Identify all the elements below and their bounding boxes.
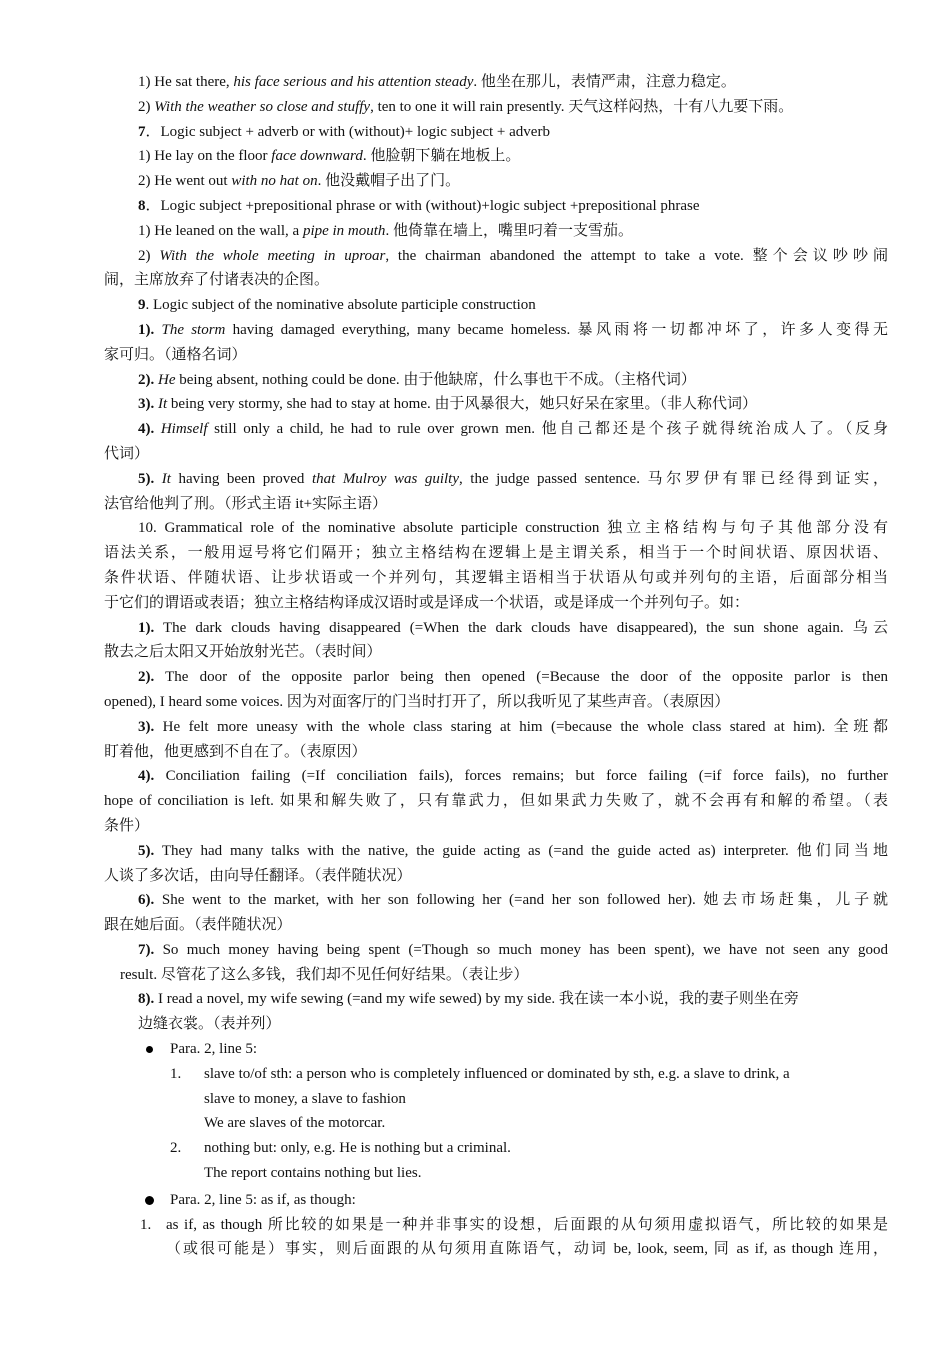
text-line	[104, 591, 888, 616]
text-line	[104, 467, 888, 492]
italic-text: With the whole meeting in uproar	[159, 247, 386, 264]
italic-text: face downward	[271, 148, 363, 165]
list-number: 2.	[170, 1140, 182, 1157]
text-run: still only a child, he had to rule over grown men. 他自己都还是个孩子就得统治成人了。（反身	[207, 421, 888, 438]
text-run: . 他脸朝下躺在地板上。	[362, 148, 521, 165]
text-run: He felt more uneasy with the whole class staring at him (=because the whole class stared at him). 全班都	[154, 718, 888, 735]
list-item	[104, 1213, 888, 1238]
text-run	[154, 471, 162, 487]
text-line	[104, 392, 888, 417]
text-line	[104, 343, 888, 368]
list-text: as if, as though 所比较的如果是一种并非事实的设想，后面跟的从句须用虚拟语气，所比较的如果是	[166, 1216, 888, 1233]
text-line	[104, 219, 888, 244]
text-line	[104, 864, 888, 889]
text-run: They had many talks with the native, the guide acting as (=and the guide acted as) interpreter. 他们同当地	[154, 842, 888, 859]
text-line	[104, 814, 888, 839]
list-item-continuation: slave to money, a slave to fashion	[204, 1090, 406, 1107]
text-run: 代词）	[104, 445, 150, 462]
bold-number: 9	[138, 297, 146, 314]
document-page	[104, 70, 888, 1262]
bold-number: 2).	[138, 371, 155, 388]
text-run: 语法关系，一般用逗号将它们隔开；独立主格结构在逻辑上是主谓关系，相当于一个时间状语、原因状语、	[104, 545, 888, 562]
text-line	[104, 244, 888, 269]
bold-number: 8).	[138, 991, 155, 1008]
text-line	[104, 938, 888, 963]
text-run: I read a novel, my wife sewing (=and my wife sewed) by my side. 我在读一本小说，我的妻子则坐在旁	[154, 991, 799, 1008]
italic-text: With the weather so close and stuffy	[154, 98, 371, 115]
text-line	[104, 95, 888, 120]
bold-number: 5).	[138, 470, 155, 487]
bold-number: 1).	[138, 321, 155, 338]
text-run: 10. Grammatical role of the nominative absolute participle construction 独立主格结构与句子其他部分没有	[138, 520, 888, 537]
bold-number: 3).	[138, 396, 155, 413]
bold-number: 3).	[138, 718, 155, 735]
bold-number: 6).	[138, 892, 155, 909]
list-item-example: We are slaves of the motorcar.	[204, 1115, 386, 1132]
text-line	[104, 913, 888, 938]
text-run: 法官给他判了刑。（形式主语 it+实际主语）	[104, 495, 388, 512]
text-run: 盯着他，他更感到不自在了。（表原因）	[104, 743, 367, 760]
text-run: So much money having being spent (=Though so much money has been spent), we have not seen any good	[154, 941, 888, 958]
italic-text: It	[158, 396, 168, 413]
text-line	[104, 987, 888, 1012]
text-line	[104, 194, 888, 219]
italic-text: He	[158, 371, 176, 388]
list-text: nothing but: only, e.g. He is nothing but a criminal.	[204, 1140, 511, 1157]
list-item-continuation: （或很可能是）事实，则后面跟的从句须用直陈语气，动词 be, look, seem, 同 as if, as though 连用，	[166, 1241, 888, 1258]
text-run: 条件）	[104, 817, 150, 834]
text-run: 边缝衣裳。（表并列）	[138, 1016, 281, 1033]
text-run: 1) He leaned on the wall, a	[138, 222, 303, 239]
text-run: 2) He went out	[138, 173, 232, 190]
bold-number: 5).	[138, 842, 155, 859]
text-line	[104, 640, 888, 665]
text-line	[104, 293, 888, 318]
text-run: 1)	[138, 74, 155, 90]
bold-number: 4).	[138, 421, 155, 438]
bold-number: 2).	[138, 669, 155, 686]
text-run: 条件状语、伴随状语、让步状语或一个并列句，其逻辑主语相当于状语从句或并列句的主语，后面部分相当	[104, 569, 888, 586]
text-run: being very stormy, she had to stay at home. 由于风暴很大，她只好呆在家里。（非人称代词）	[167, 396, 757, 413]
bullet-item-1	[104, 1037, 888, 1062]
text-run: . 他坐在那儿，表情严肃，注意力稳定。	[473, 74, 736, 90]
text-line	[104, 318, 888, 343]
text-line	[104, 70, 888, 95]
bold-number: 7	[138, 123, 146, 140]
text-run: 2)	[138, 247, 160, 264]
grammar-notes	[104, 70, 888, 1037]
text-line	[104, 516, 888, 541]
text-line	[104, 888, 888, 913]
text-run: 于它们的谓语或表语；独立主格结构译成汉语时或是译成一个状语，或是译成一个并列句子。如：	[104, 594, 750, 611]
bullet-text: Para. 2, line 5:	[170, 1041, 258, 1058]
text-run: 闹，主席放弃了付诸表决的企图。	[104, 272, 330, 289]
list-number: 1.	[140, 1216, 152, 1233]
para-list	[104, 1062, 888, 1186]
text-run: The dark clouds having disappeared (=When the dark clouds have disappeared), the sun shone again. 乌云	[154, 619, 888, 636]
list-item-example: The report contains nothing but lies.	[204, 1165, 422, 1182]
list-item	[104, 1062, 888, 1087]
text-run: result. 尽管花了这么多钱，我们却不见任何好结果。（表让步）	[120, 966, 529, 983]
text-run: Conciliation failing (=If conciliation fails), forces remains; but force failing (=if force fails), no further	[154, 768, 888, 785]
text-run: The door of the opposite parlor being then opened (=Because the door of the opposite parlor is then	[154, 669, 888, 686]
italic-text: that Mulroy was guilty	[311, 470, 460, 487]
text-line	[104, 417, 888, 442]
italic-text: with no hat on	[231, 173, 318, 190]
bullet-text: Para. 2, line 5: as if, as though:	[170, 1191, 356, 1208]
text-run: , the chairman abandoned the attempt to take a vote. 整个会议吵吵闹	[385, 247, 888, 264]
text-run: ．Logic subject + adverb or with (without)+ logic subject + adverb	[145, 123, 550, 140]
text-run: 跟在她后面。（表伴随状况）	[104, 917, 292, 934]
text-run: She went to the market, with her son following her (=and her son followed her). 她去市场赶集，儿子就	[154, 892, 888, 909]
italic-text: pipe in mouth	[302, 222, 386, 239]
text-line	[104, 616, 888, 641]
text-line	[104, 715, 888, 740]
text-run: 1) He lay on the floor	[138, 148, 272, 165]
text-line	[104, 541, 888, 566]
text-run: , ten to one it will rain presently. 天气这样闷热，十有八九要下雨。	[370, 98, 794, 115]
bold-number: 1).	[138, 619, 155, 636]
text-line	[104, 789, 888, 814]
text-run: He sat there,	[154, 74, 234, 90]
text-line	[104, 566, 888, 591]
italic-text: Himself	[160, 421, 208, 438]
list-text: slave to/of sth: a person who is completely influenced or dominated by sth, e.g. a slave to drink, a	[204, 1065, 790, 1082]
text-line	[104, 690, 888, 715]
text-run: opened), I heard some voices. 因为对面客厅的门当时打开了，所以我听见了某些声音。（表原因）	[104, 693, 730, 710]
text-line	[104, 764, 888, 789]
text-run: . 他倚靠在墙上，嘴里叼着一支雪茄。	[385, 222, 633, 239]
italic-text: It	[161, 470, 171, 487]
text-run: hope of conciliation is left. 如果和解失败了，只有靠武力，但如果武力失败了，就不会再有和解的希望。（表	[104, 793, 888, 810]
text-line	[104, 665, 888, 690]
text-run: having damaged everything, many became homeless. 暴风雨将一切都冲坏了，许多人变得无	[225, 321, 888, 338]
text-run: 家可归。（通格名词）	[104, 346, 247, 363]
text-line	[104, 740, 888, 765]
text-run: having been proved	[170, 470, 312, 487]
text-line	[104, 442, 888, 467]
text-run: . 他没戴帽子出了门。	[317, 173, 461, 190]
bullet-dot-icon	[146, 1046, 153, 1053]
bold-number: 4).	[138, 768, 155, 785]
text-line	[104, 144, 888, 169]
text-line	[104, 839, 888, 864]
text-run	[154, 421, 161, 437]
text-line	[104, 120, 888, 145]
text-run: being absent, nothing could be done. 由于他缺席，什么事也干不成。（主格代词）	[175, 371, 696, 388]
italic-text: his face serious and his attention steady	[233, 74, 474, 90]
text-line	[104, 1012, 888, 1037]
italic-text: The storm	[161, 321, 226, 338]
text-run: , the judge passed sentence. 马尔罗伊有罪已经得到证实，	[459, 470, 888, 487]
text-line	[104, 963, 888, 988]
text-line	[104, 492, 888, 517]
text-run: 2)	[138, 98, 155, 115]
text-run: 人谈了多次话，由向导任翻译。（表伴随状况）	[104, 867, 412, 884]
text-run: 散去之后太阳又开始放射光芒。（表时间）	[104, 644, 382, 661]
text-line	[104, 368, 888, 393]
list-number: 1.	[170, 1065, 182, 1082]
bullet-item-2	[104, 1188, 888, 1213]
text-line	[104, 169, 888, 194]
text-run: ．Logic subject +prepositional phrase or with (without)+logic subject +prepositional phrase	[145, 197, 700, 214]
bullet-dot-icon	[145, 1196, 154, 1205]
bold-number: 7).	[138, 941, 155, 958]
text-run: . Logic subject of the nominative absolute participle construction	[145, 297, 536, 314]
list-item	[104, 1136, 888, 1161]
text-line	[104, 268, 888, 293]
bold-number: 8	[138, 197, 146, 214]
